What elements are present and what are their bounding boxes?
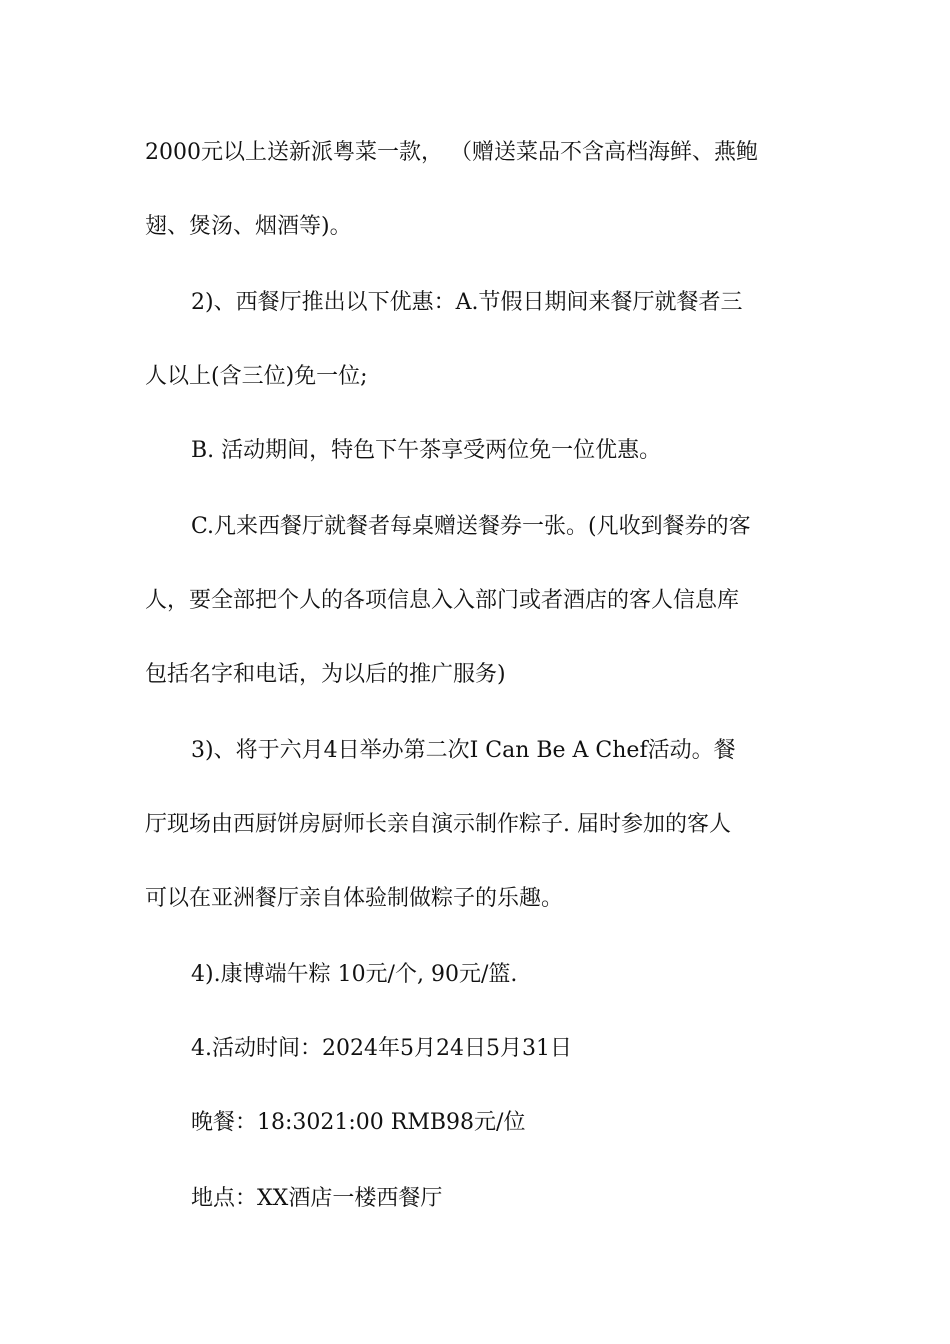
- text-line: 可以在亚洲餐厅亲自体验制做粽子的乐趣。: [145, 886, 564, 911]
- text-line: 翅、煲汤、烟酒等)。: [145, 214, 352, 239]
- text-line: B. 活动期间，特色下午茶享受两位免一位优惠。: [191, 438, 662, 463]
- text-line: 2000元以上送新派粤菜一款， （赠送菜品不含高档海鲜、燕鲍: [145, 140, 758, 165]
- text-line: 晚餐：18:3021:00 RMB98元/位: [191, 1110, 526, 1135]
- text-line: C.凡来西餐厅就餐者每桌赠送餐券一张。(凡收到餐券的客: [191, 514, 751, 539]
- text-line: 包括名字和电话，为以后的推广服务): [145, 662, 506, 687]
- text-line: 厅现场由西厨饼房厨师长亲自演示制作粽子. 届时参加的客人: [145, 812, 731, 837]
- text-line: 3)、将于六月4日举办第二次I Can Be A Chef活动。餐: [191, 738, 736, 763]
- text-line: 人以上(含三位)免一位;: [145, 364, 368, 389]
- text-line: 地点：XX酒店一楼西餐厅: [191, 1186, 443, 1211]
- text-line: 人，要全部把个人的各项信息入入部门或者酒店的客人信息库: [145, 588, 740, 613]
- text-line: 2)、西餐厅推出以下优惠：A.节假日期间来餐厅就餐者三: [191, 290, 743, 315]
- text-line: 4.活动时间：2024年5月24日5月31日: [191, 1036, 572, 1061]
- text-line: 4).康博端午粽 10元/个, 90元/篮.: [191, 962, 518, 987]
